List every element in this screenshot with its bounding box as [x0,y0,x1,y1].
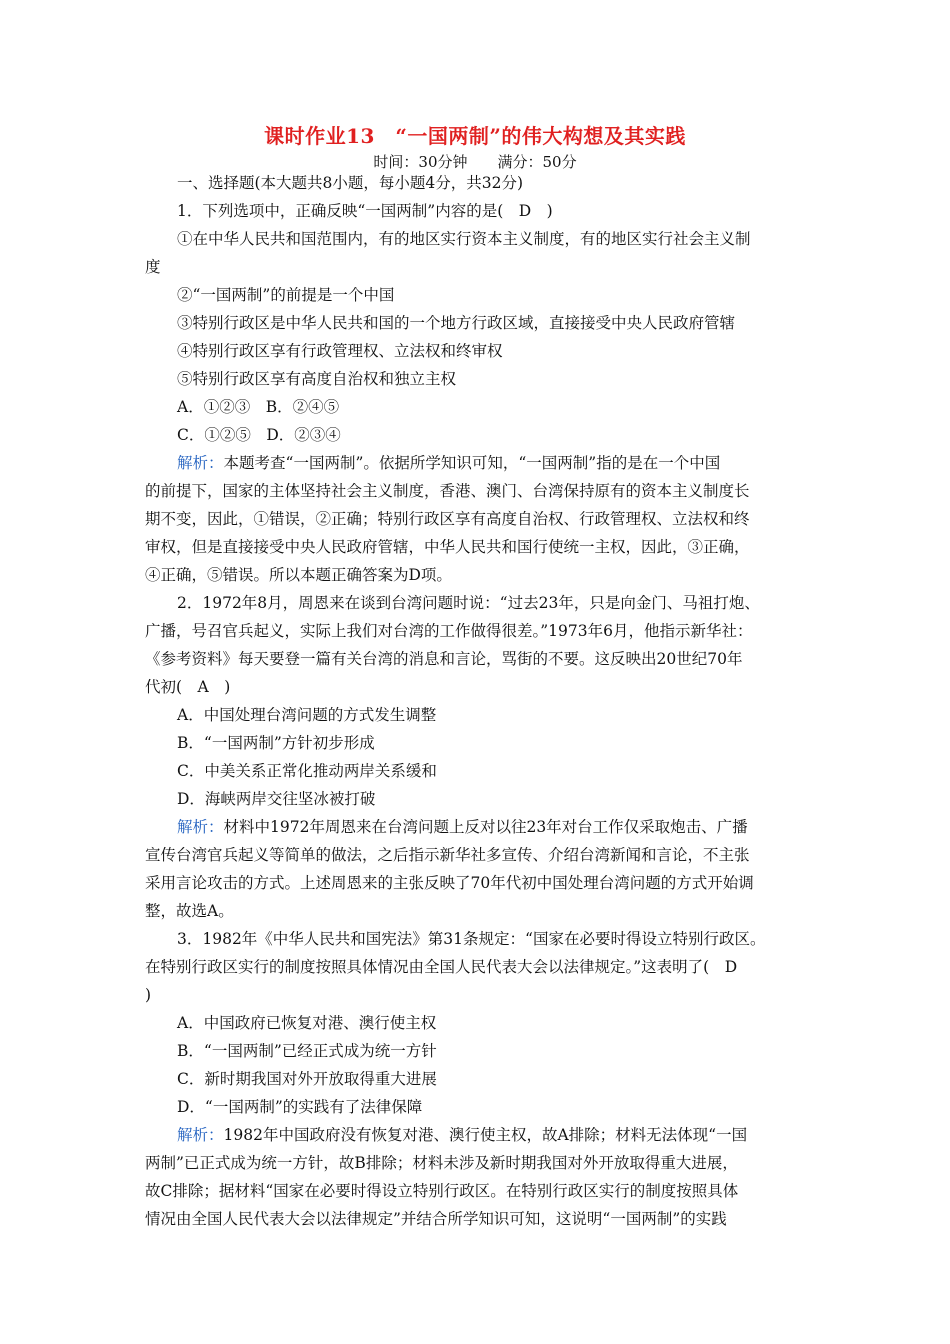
q2-stem: 广播，号召官兵起义，实际上我们对台湾的工作做得很差。”1973年6月，他指示新华社： [145,622,753,640]
q2-stem: 代初( A ) [145,678,231,696]
q1-analysis-line: 审权，但是直接接受中央人民政府管辖，中华人民共和国行使统一主权，因此，③正确， [145,538,750,556]
time-score-info: 时间：30分钟 满分：50分 [373,153,577,171]
analysis-label: 解析： [177,1126,224,1144]
analysis-text: 1982年中国政府没有恢复对港、澳行使主权，故A排除；材料无法体现“一国 [223,1126,748,1144]
q2-option: B．“一国两制”方针初步形成 [177,734,375,752]
q2-analysis-line: 宣传台湾官兵起义等简单的做法，之后指示新华社多宣传、介绍台湾新闻和言论，不主张 [145,846,750,864]
q3-option: A．中国政府已恢复对港、澳行使主权 [177,1014,437,1032]
q3-analysis-line: 两制”已正式成为统一方针，故B排除；材料未涉及新时期我国对外开放取得重大进展， [145,1154,738,1172]
q1-options: C．①②⑤ D．②③④ [177,426,341,444]
q1-analysis-line: 期不变，因此，①错误，②正确；特别行政区享有高度自治权、行政管理权、立法权和终 [145,510,750,528]
q3-stem: 在特别行政区实行的制度按照具体情况由全国人民代表大会以法律规定。”这表明了( D [145,958,738,976]
q2-option: C．中美关系正常化推动两岸关系缓和 [177,762,437,780]
q2-option: D．海峡两岸交往坚冰被打破 [177,790,376,808]
q3-analysis-line: 故C排除；据材料“国家在必要时得设立特别行政区。在特别行政区实行的制度按照具体 [145,1182,739,1200]
q2-analysis-line [177,817,748,837]
q1-analysis-line [177,453,720,473]
q3-stem: ) [145,986,152,1004]
q1-item: ②“一国两制”的前提是一个中国 [177,286,395,304]
q1-item: ①在中华人民共和国范围内，有的地区实行资本主义制度，有的地区实行社会主义制 [177,230,751,248]
analysis-text: 本题考查“一国两制”。依据所学知识可知，“一国两制”指的是在一个中国 [223,454,721,472]
q2-option: A．中国处理台湾问题的方式发生调整 [177,706,437,724]
analysis-label: 解析： [177,454,224,472]
q1-item: ④特别行政区享有行政管理权、立法权和终审权 [177,342,503,360]
q2-stem: 2．1972年8月，周恩来在谈到台湾问题时说：“过去23年，只是向金门、马祖打炮、 [177,594,760,612]
q1-item: ③特别行政区是中华人民共和国的一个地方行政区域，直接接受中央人民政府管辖 [177,314,736,332]
q1-item: 度 [145,258,161,276]
q1-analysis-line: 的前提下，国家的主体坚持社会主义制度，香港、澳门、台湾保持原有的资本主义制度长 [145,482,750,500]
section-heading: 一、选择题(本大题共8小题，每小题4分，共32分) [177,174,524,192]
q2-analysis-line: 整，故选A。 [145,902,234,920]
q3-analysis-line [177,1125,747,1145]
q1-options: A．①②③ B．②④⑤ [177,398,340,416]
q3-stem: 3．1982年《中华人民共和国宪法》第31条规定：“国家在必要时得设立特别行政区。 [177,930,766,948]
analysis-text: 材料中1972年周恩来在台湾问题上反对以往23年对台工作仅采取炮击、广播 [223,818,748,836]
q3-option: B．“一国两制”已经正式成为统一方针 [177,1042,437,1060]
q2-stem: 《参考资料》每天要登一篇有关台湾的消息和言论，骂街的不要。这反映出20世纪70年 [145,650,743,668]
q3-analysis-line: 情况由全国人民代表大会以法律规定”并结合所学知识可知，这说明“一国两制”的实践 [145,1210,727,1228]
q1-item: ⑤特别行政区享有高度自治权和独立主权 [177,370,457,388]
page-title: 课时作业13 “一国两制”的伟大构想及其实践 [264,124,686,148]
analysis-label: 解析： [177,818,224,836]
q1-analysis-line: ④正确，⑤错误。所以本题正确答案为D项。 [145,566,452,584]
q3-option: C．新时期我国对外开放取得重大进展 [177,1070,437,1088]
q2-analysis-line: 采用言论攻击的方式。上述周恩来的主张反映了70年代初中国处理台湾问题的方式开始调 [145,874,754,892]
q1-stem: 1．下列选项中，正确反映“一国两制”内容的是( D ) [177,202,553,220]
q3-option: D．“一国两制”的实践有了法律保障 [177,1098,423,1116]
